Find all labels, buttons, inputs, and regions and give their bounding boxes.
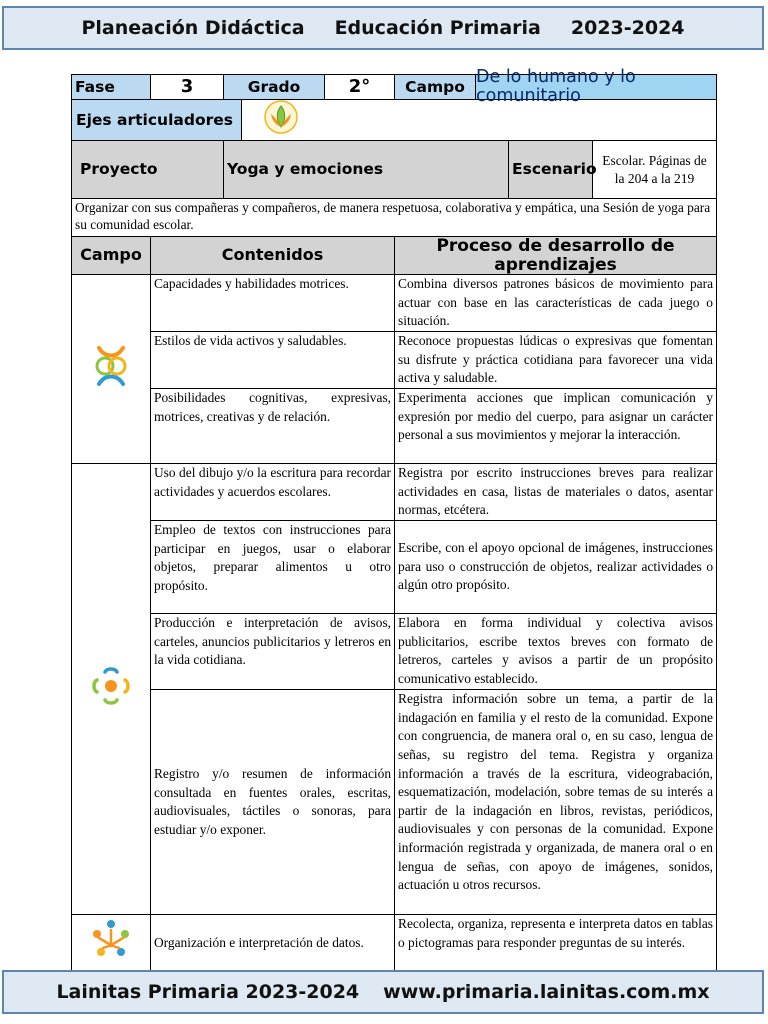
contenido-5: Empleo de textos con instrucciones para participar en juegos, usar o elaborar objetos, preparar alimentos u otro propósito.	[151, 521, 395, 614]
campo-value: De lo humano y lo comunitario	[476, 75, 716, 99]
proceso-2: Reconoce propuestas lúdicas o expresivas que fomentan su disfrute y práctica cotidiana para favorecer una vida activa y saludable.	[395, 332, 717, 389]
footer-brand: Lainitas Primaria 2023-2024	[56, 981, 360, 1003]
header-title: Planeación Didáctica	[81, 17, 305, 39]
header-year: 2023-2024	[570, 17, 685, 39]
planning-table	[71, 67, 717, 972]
campo-label: Campo	[395, 75, 476, 99]
proceso-3: Experimenta acciones que implican comunicación y expresión por medio del cuerpo, para asignar un carácter personal a sus movimientos y mejorar la interacción.	[395, 389, 717, 464]
campo-icon-cell-3	[72, 915, 151, 972]
escenario-label: Escenario	[509, 141, 593, 199]
contenido-2: Estilos de vida activos y saludables.	[151, 332, 395, 389]
grado-label: Grado	[224, 75, 325, 100]
campo-icon-cell-2	[72, 464, 151, 915]
communication-icon	[89, 664, 133, 708]
contenido-1: Capacidades y habilidades motrices.	[151, 275, 395, 332]
network-people-icon	[89, 918, 133, 962]
contenido-3: Posibilidades cognitivas, expresivas, motrices, creativas y de relación.	[151, 389, 395, 464]
col-proceso: Proceso de desarrollo de aprendizajes	[395, 237, 717, 275]
header-level: Educación Primaria	[334, 17, 541, 39]
proceso-8: Recolecta, organiza, representa e interpreta datos en tablas o pictogramas para responder preguntas de su interés.	[395, 915, 717, 972]
lotus-icon	[264, 100, 298, 140]
header-banner	[2, 6, 764, 50]
contenido-6: Producción e interpretación de avisos, carteles, anuncios publicitarios y letreros en la vida cotidiana.	[151, 614, 395, 690]
contenido-7: Registro y/o resumen de información consultada en fuentes orales, escritas, audiovisuales, táctiles o sonoras, para estudiar y/o exponer.	[151, 690, 395, 915]
campo-icon-cell	[72, 275, 151, 464]
col-contenidos: Contenidos	[151, 237, 395, 275]
people-circle-icon	[91, 342, 131, 390]
proceso-6: Elabora en forma individual y colectiva avisos publicitarios, escribe textos breves con formato de letreros, carteles y avisos a partir de un propósito comunicativo establecido.	[395, 614, 717, 690]
ejes-label: Ejes articuladores	[72, 100, 242, 140]
escenario-value: Escolar. Páginas de la 204 a la 219	[602, 152, 707, 186]
proyecto-label: Proyecto	[72, 141, 224, 199]
proceso-4: Registra por escrito instrucciones breves para realizar actividades en casa, listas de materiales o datos, asentar normas, etcétera.	[395, 464, 717, 521]
grado-value: 2°	[325, 75, 395, 100]
fase-label: Fase	[72, 75, 151, 100]
proceso-7: Registra información sobre un tema, a partir de la indagación en familia y el resto de la comunidad. Expone con congruencia, de manera oral o, en su caso, lengua de señas, su registro del tema. Registra y organiza información a través de la escritura, videograbación, esquematización, modelación, sobre temas de su interés a partir de la indagación en libros, revistas, periódicos, audiovisuales y con personas de la comunidad. Expone información registrada y organizada, de manera oral o en lengua de señas, con apoyo de imágenes, sonidos, actuación u otros recursos.	[395, 690, 717, 915]
contenido-4: Uso del dibujo y/o la escritura para recordar actividades y acuerdos escolares.	[151, 464, 395, 521]
contenido-8: Organización e interpretación de datos.	[151, 915, 395, 972]
project-description: Organizar con sus compañeras y compañeros, de manera respetuosa, colaborativa y empática, una Sesión de yoga para su comunidad escolar.	[72, 199, 717, 237]
proceso-5: Escribe, con el apoyo opcional de imágenes, instrucciones para uso o construcción de objetos, realizar actividades o algún otro propósito.	[395, 521, 717, 614]
proceso-1: Combina diversos patrones básicos de movimiento para actuar con base en las características de cada juego o situación.	[395, 275, 717, 332]
proyecto-value: Yoga y emociones	[224, 141, 509, 199]
footer-banner	[2, 970, 764, 1014]
fase-value: 3	[151, 75, 224, 100]
col-campo: Campo	[72, 237, 151, 275]
footer-url[interactable]: www.primaria.lainitas.com.mx	[383, 981, 710, 1003]
